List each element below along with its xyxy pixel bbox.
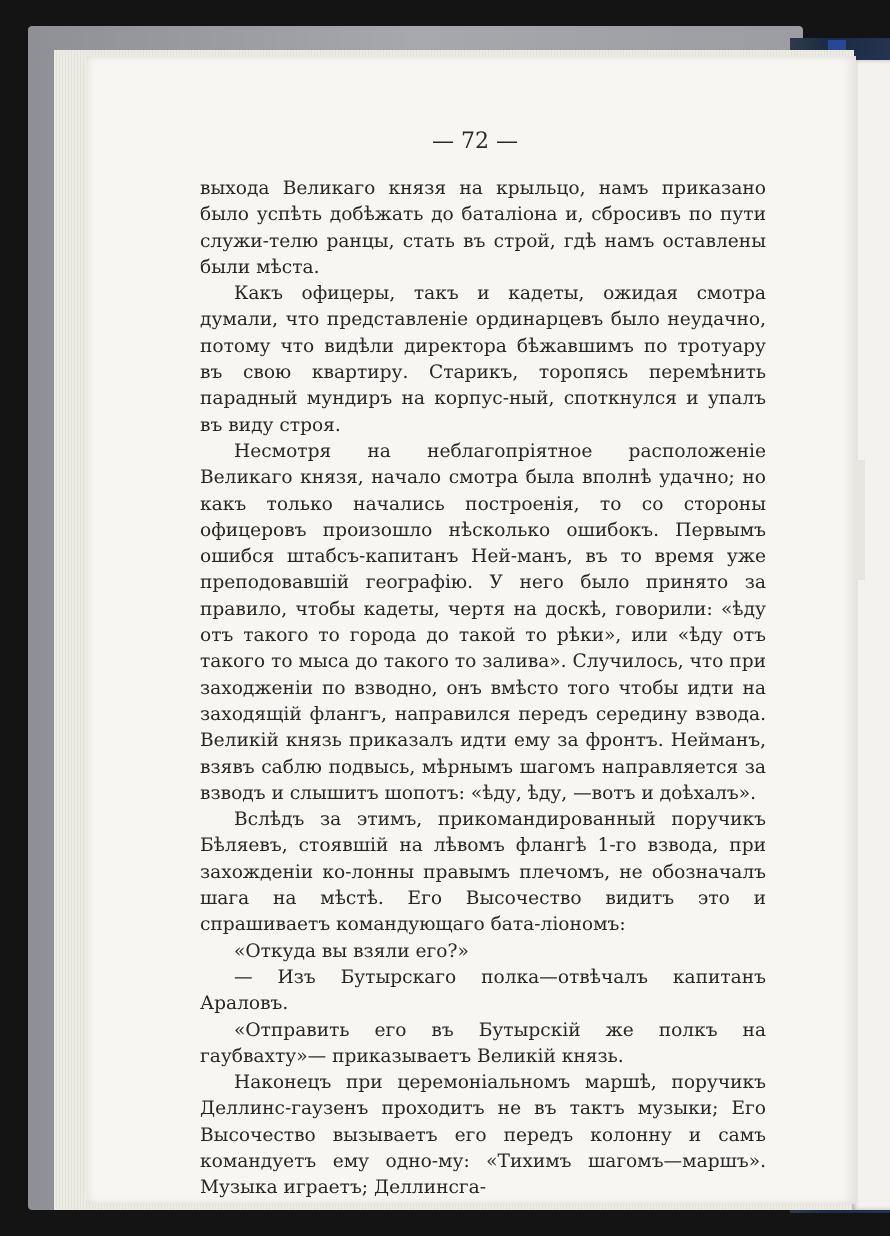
paragraph: Вслѣдъ за этимъ, прикомандированный поручикъ Бѣляевъ, стоявшій на лѣвомъ флангѣ 1-го взвода, при захожденіи ко-лонны правымъ плечомъ, не обозначалъ шага на мѣстѣ. Его Высочество видитъ это и спрашиваетъ командующаго бата-ліономъ: bbox=[200, 809, 766, 936]
next-page-edge bbox=[852, 60, 890, 1210]
paragraph: «Отправить его въ Бутырскій же полкъ на гаубвахту»— приказываетъ Великій князь. bbox=[200, 1019, 766, 1067]
page-text bbox=[200, 176, 766, 1202]
paragraph: «Откуда вы взяли его?» bbox=[234, 940, 469, 962]
page-number: — 72 — bbox=[432, 129, 518, 154]
paragraph: — Изъ Бутырскаго полка—отвѣчалъ капитанъ Араловъ. bbox=[200, 966, 766, 1015]
paragraph: выхода Великаго князя на крыльцо, намъ приказано было успѣть добѣжать до баталіона и, сбросивъ по пути служи-телю ранцы, стать въ строй, гдѣ намъ оставлены были мѣста. bbox=[200, 178, 766, 278]
paragraph: Наконецъ при церемоніальномъ маршѣ, поручикъ Деллинс-гаузенъ проходитъ не въ тактъ музыки; Его Высочество вызываетъ его передъ колонну и самъ командуетъ ему одно-му: «Тихимъ шагомъ—маршъ». Музыка играетъ; Деллинсга- bbox=[200, 1072, 766, 1199]
paragraph: Несмотря на неблагопріятное расположеніе Великаго князя, начало смотра была вполнѣ удачно; но какъ только начались построенія, то со стороны офицеровъ произошло нѣсколько ошибокъ. Первымъ ошибся штабсъ-капитанъ Ней-манъ, въ то время уже преподовавшій географію. У него было принято за правило, чтобы кадеты, чертя на доскѣ, говорили: «ѣду отъ такого то города до такой то рѣки», или «ѣду отъ такого то мыса до такого то залива». Случилось, что при заходженіи по взводно, онъ вмѣсто того чтобы идти на заходящій флангъ, направился передъ середину взвода. Великій князь приказалъ идти ему за фронтъ. Нейманъ, взявъ саблю подвысь, мѣрнымъ шагомъ направляется за взводъ и слышитъ шопотъ: «ѣду, ѣду, —вотъ и доѣхалъ». bbox=[200, 440, 766, 804]
paragraph: Какъ офицеры, такъ и кадеты, ожидая смотра думали, что представленіе ординарцевъ было неудачно, потому что видѣли директора бѣжавшимъ по тротуару въ свою квартиру. Старикъ, торопясь перемѣнить парадный мундиръ на корпус-ный, споткнулся и упалъ въ виду строя. bbox=[200, 283, 766, 436]
